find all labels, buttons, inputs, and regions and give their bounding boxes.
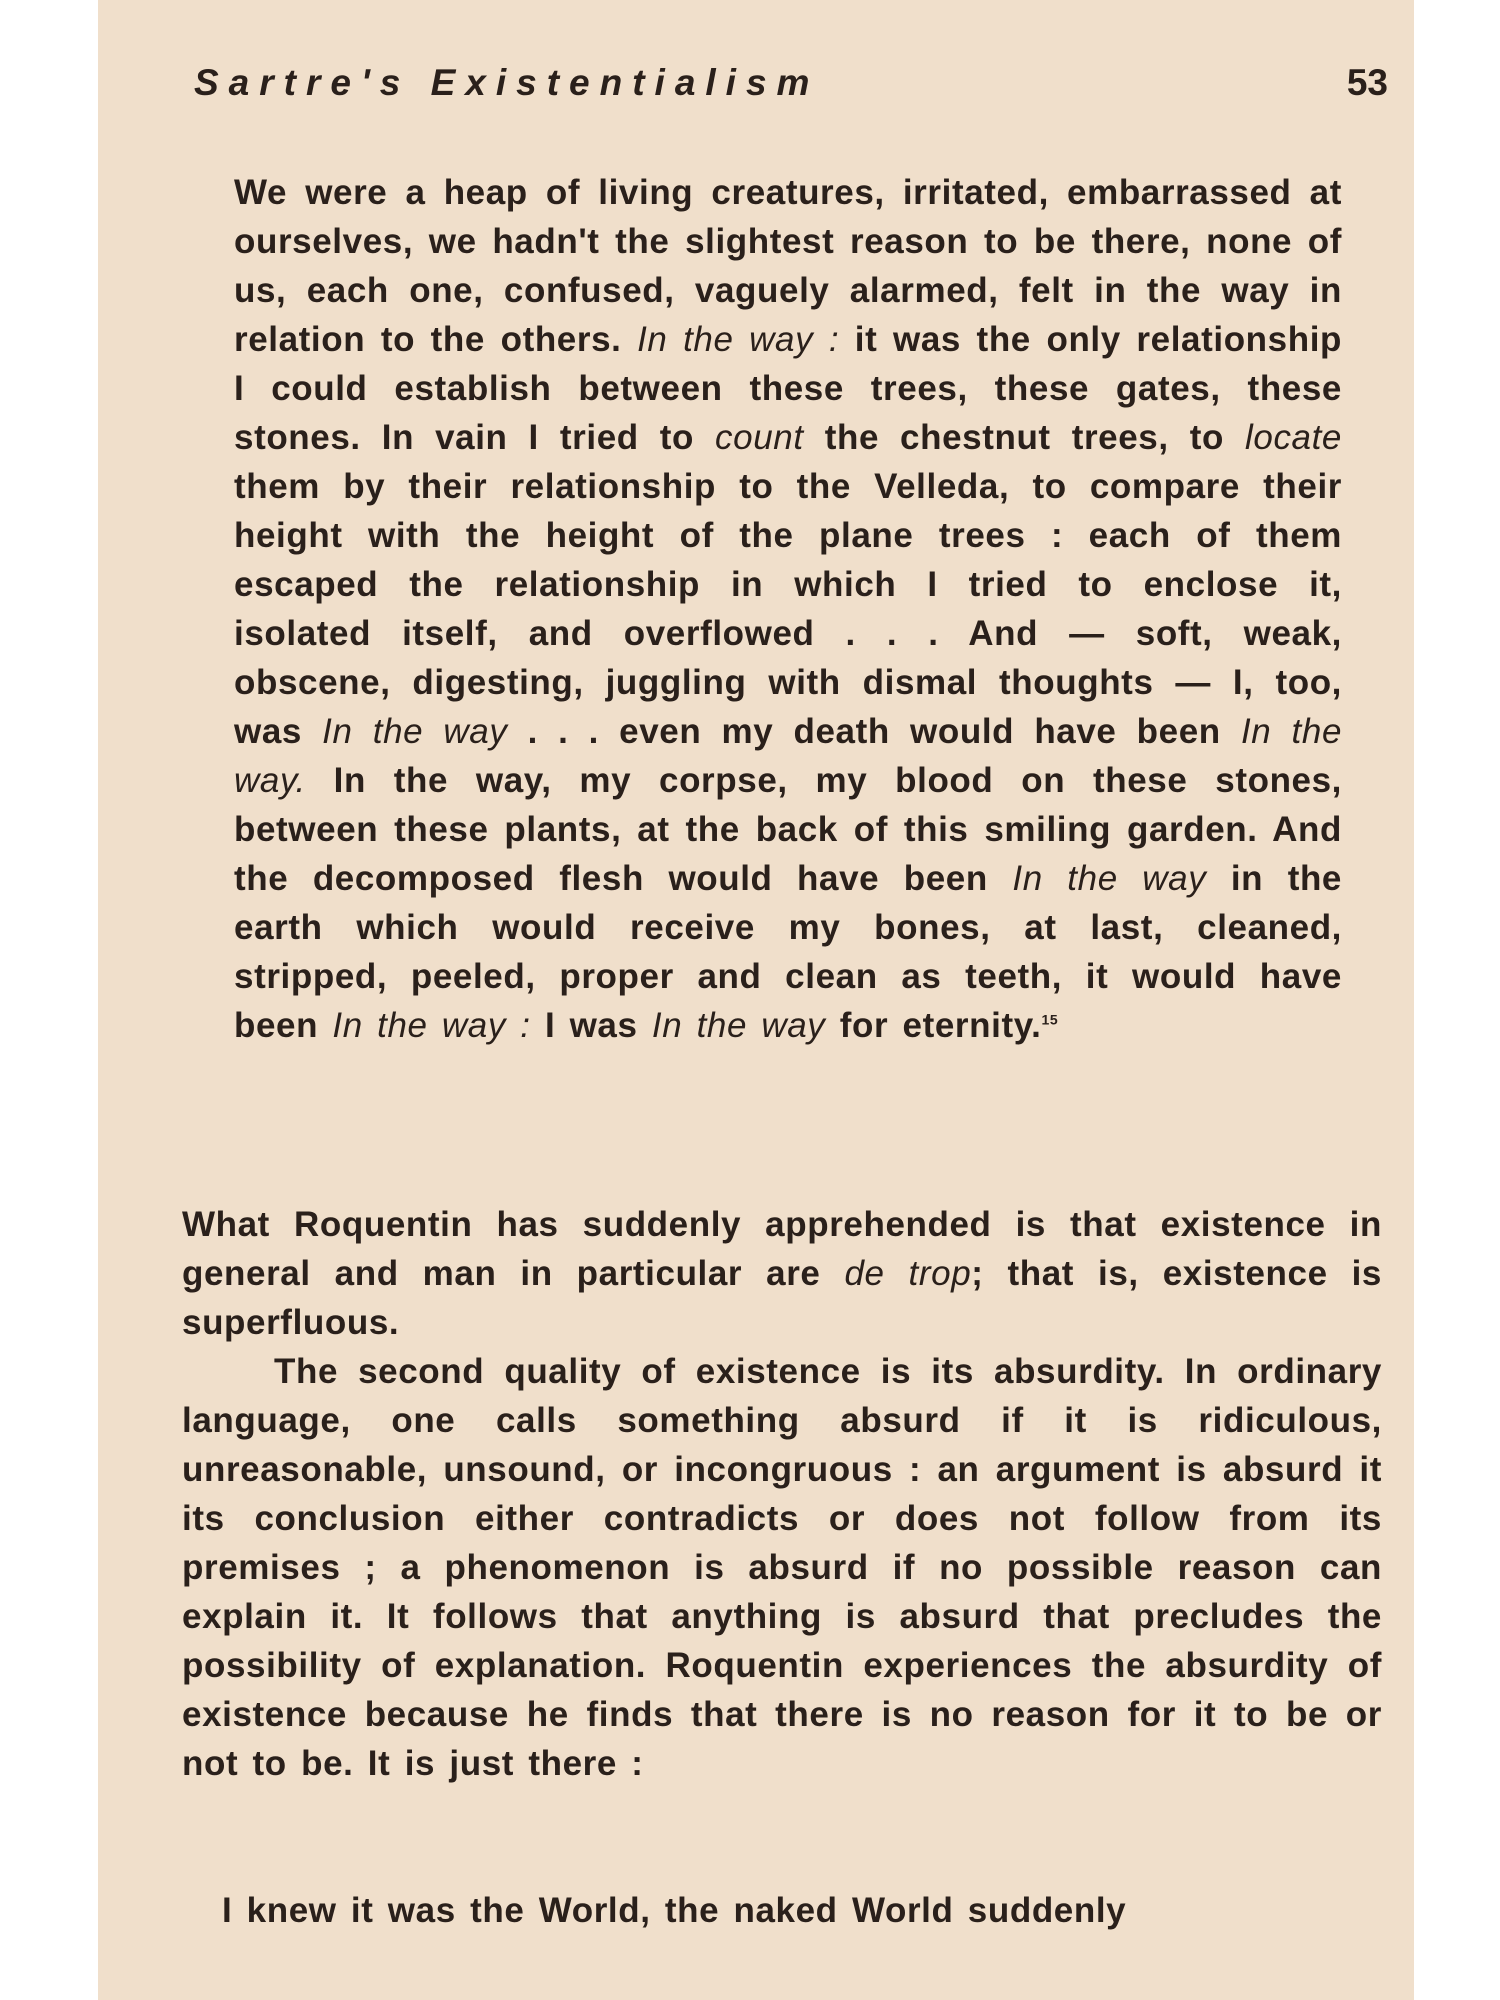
- book-page: [98, 0, 1414, 2000]
- quote-text: We were a heap of living creatures, irritated, embarrassed at ourselves, we hadn't the slightest reason to be there, none of us, each one, confused, vaguely alarmed, felt in the way in relation to the others.: [234, 173, 1342, 359]
- quote-text: the chestnut trees, to: [824, 418, 1224, 457]
- paragraph: [182, 1200, 1382, 1347]
- quote-emphasis: In the way :: [332, 1006, 531, 1045]
- quote-emphasis: count: [715, 418, 804, 457]
- quote-emphasis: In the way :: [637, 320, 840, 359]
- paragraph: The second quality of existence is its absurdity. In ordinary language, one calls something absurd if it is ridiculous, unreasonable, unsound, or incongruous : an argument is absurd it its conclusion either contradicts or does not follow from its premises ; a phenomenon is absurd if no possible reason can explain it. It follows that anything is absurd that precludes the possibility of explanation. Roquentin experiences the absurdity of existence because he finds that there is no reason for it to be or not to be. It is just there :: [182, 1352, 1382, 1783]
- paragraph-text: ; that is, existence is superfluous.: [182, 1254, 1382, 1342]
- quote-text: them by their relationship to the Velleda, to compare their height with the height of the plane trees : each of them escaped the relationship in which I tried to enclose it, isolated itself, and overflowed . . . And — soft, weak, obscene, digesting, juggling with dismal thoughts — I, too, was: [234, 467, 1342, 751]
- block-quote: [234, 168, 1342, 1050]
- running-title: Sartre's Existentialism: [194, 62, 820, 103]
- running-head: [194, 62, 1388, 112]
- quote-emphasis: In the way.: [234, 712, 1343, 800]
- paragraph-emphasis: de trop: [844, 1254, 972, 1293]
- quote-emphasis: locate: [1245, 418, 1342, 457]
- quote-text: it was the only relationship I could establish between these trees, these gates, these stones. In vain I tried to: [234, 320, 1342, 457]
- quote-text: in the earth which would receive my bones, at last, cleaned, stripped, peeled, proper and clean as teeth, it would have been: [234, 859, 1342, 1045]
- quote-text: . . . even my death would have been: [527, 712, 1221, 751]
- page-number: 53: [1346, 62, 1388, 103]
- quote-emphasis: In the way: [1012, 859, 1207, 898]
- paragraph-text: What Roquentin has suddenly apprehended is that existence in general and man in particular are: [182, 1205, 1382, 1293]
- quote-emphasis: In the way: [322, 712, 508, 751]
- quote-text: for eternity.: [839, 1006, 1042, 1045]
- quote-emphasis: In the way: [651, 1006, 826, 1045]
- block-quote-continued: I knew it was the World, the naked World suddenly: [222, 1891, 1127, 1930]
- quote-text: I was: [544, 1006, 638, 1045]
- quote-text: In the way, my corpse, my blood on these stones, between these plants, at the back of this smiling garden. And the decomposed flesh would have been: [234, 761, 1343, 898]
- body-text: [182, 1200, 1382, 1788]
- footnote-marker: 15: [1041, 1011, 1059, 1028]
